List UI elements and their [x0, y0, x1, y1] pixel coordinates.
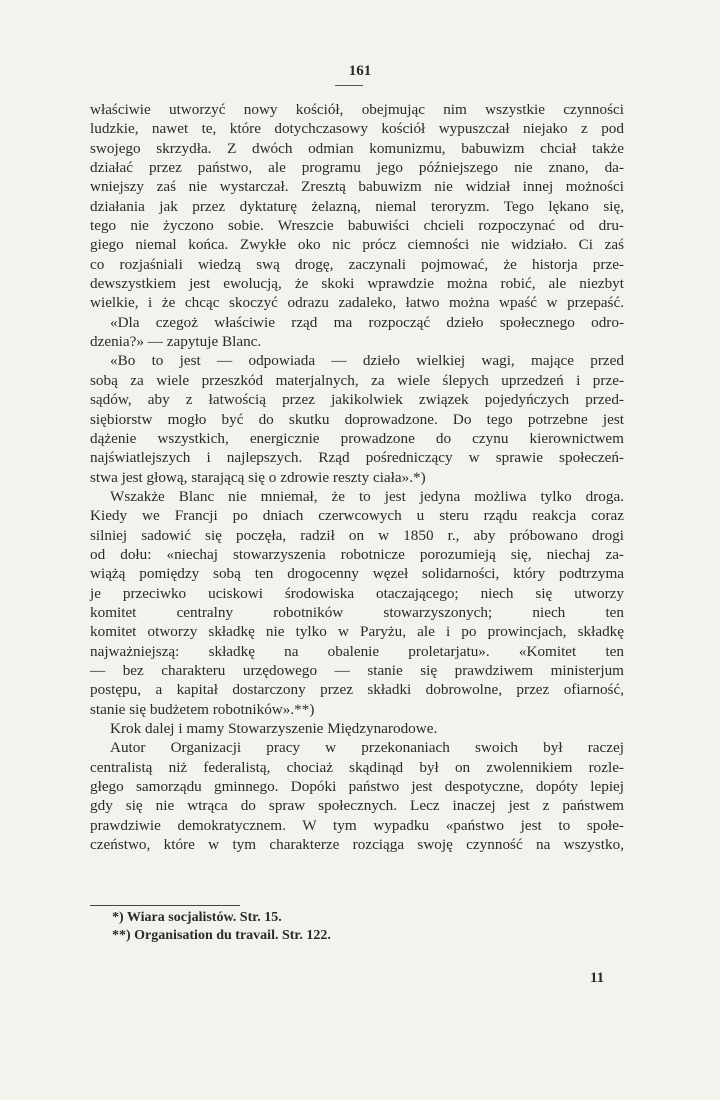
page-number-rule — [335, 85, 363, 86]
text-line: giego niemal końca. Zwykłe oko nic prócz ciemności nie widziało. Ci zaś — [90, 236, 624, 254]
text-line: swojego skrzydła. Z dwóch odmian komunizmu, babuwizm chciał także — [90, 139, 624, 157]
text-line: dewszystkiem jest ewolucją, że skoki wprawdzie można robić, ale niezbyt — [90, 275, 624, 293]
text-line: głego samorządu gminnego. Dopóki państwo jest despotyczne, dopóty lepiej — [90, 778, 624, 796]
text-line: dążenie wszystkich, energicznie prowadzone do czynu kierownictwem — [90, 429, 624, 447]
text-line: stanie się budżetem robotników».**) — [90, 700, 315, 718]
text-line: Wszakże Blanc nie mniemał, że to jest jedyna możliwa tylko droga. — [110, 487, 624, 505]
footnote: **) Organisation du travail. Str. 122. — [112, 928, 331, 943]
text-line: «Bo to jest — odpowiada — dzieło wielkiej wagi, mające przed — [110, 352, 624, 370]
text-line: ludzkie, nawet te, które dotychczasowy kościół wypuszczał niejako z pod — [90, 120, 624, 138]
text-line: — bez charakteru urzędowego — stanie się prawdziwem ministerjum — [90, 661, 624, 679]
text-line: działania jak przez dyktaturę żelazną, niemal teroryzm. Tego lękano się, — [90, 197, 624, 215]
footnote: *) Wiara socjalistów. Str. 15. — [112, 910, 282, 925]
text-line: co rozjaśniali wiedzą swą drogę, zaczynali pojmować, że historja prze- — [90, 255, 624, 273]
text-line: centralistą niż federalistą, chociaż skądinąd był on zwolennikiem rozle- — [90, 758, 624, 776]
text-line: tego nie życzono sobie. Wreszcie babuwiści chcieli rozpoczynać od dru- — [90, 217, 624, 235]
text-line: komitet otworzy składkę nie tylko w Paryżu, ale i po prowincjach, składkę — [90, 623, 624, 641]
text-line: od dołu: «niechaj stowarzyszenia robotnicze porozumieją się, niechaj za- — [90, 545, 624, 563]
footnotes — [112, 909, 331, 945]
text-line: działać przez państwo, ale programu jego późniejszego nie znano, da- — [90, 159, 624, 177]
text-line: najświatlejszych i najlepszych. Rząd pośredniczący w sprawie społeczeń- — [90, 449, 624, 467]
text-line: «Dla czegoż właściwie rząd ma rozpocząć dzieło społecznego odro- — [110, 313, 624, 331]
text-line: Kiedy we Francji po dniach czerwcowych u steru rządu reakcja coraz — [90, 507, 624, 525]
text-line: właściwie utworzyć nowy kościół, obejmując nim wszystkie czynności — [90, 101, 624, 118]
text-line: dzenia?» — zapytuje Blanc. — [90, 333, 262, 351]
text-line: Krok dalej i mamy Stowarzyszenie Międzynarodowe. — [110, 720, 438, 737]
text-line: siębiorstw mogło być do skutku doprowadzone. Do tego potrzebne jest — [90, 410, 624, 428]
text-line: wiążą pomiędzy sobą ten drogocenny węzeł solidarności, który podtrzyma — [90, 565, 624, 583]
text-line: sobą za wiele przeszkód materjalnych, za wiele ślepych uprzedzeń i prze- — [90, 371, 624, 389]
printer-signature-mark: 11 — [590, 970, 605, 986]
text-line: najważniejszą: składkę na obalenie proletarjatu». «Komitet ten — [90, 642, 624, 660]
body-text — [90, 100, 624, 854]
text-line: wniejszy zaś nie wystarczał. Zresztą babuwizm nie widział innej możności — [90, 178, 624, 196]
text-line: silniej sadowić się poczęła, radził on w 1850 r., aby próbowano drogi — [90, 526, 624, 544]
text-line: gdy się nie wtrąca do spraw społecznych. Lecz inaczej jest z państwem — [90, 797, 624, 815]
text-line: komitet centralny robotników stowarzyszonych; niech ten — [90, 603, 624, 621]
text-line: sądów, aby z łatwością przez jakikolwiek związek pojedyńczych przed- — [90, 391, 624, 409]
text-line: postępu, a kapitał dostarczony przez składki dobrowolne, przez ofiarność, — [90, 681, 624, 699]
text-line: stwa jest głową, starającą się o zdrowie reszty ciała».*) — [90, 468, 426, 486]
footnote-rule — [90, 905, 240, 906]
text-line: je przeciwko uciskowi środowiska otaczającego; niech się utworzy — [90, 584, 624, 602]
text-line: czeństwo, które w tym charakterze rozciąga swoję czynność na wszystko, — [90, 836, 624, 854]
text-line: wielkie, i że chcąc skoczyć odrazu zadaleko, łatwo można wpaść w przepaść. — [90, 294, 624, 312]
text-line: Autor Organizacji pracy w przekonaniach swoich był raczej — [110, 739, 624, 757]
page-number: 161 — [348, 63, 372, 79]
text-line: prawdziwie demokratycznem. W tym wypadku «państwo jest to społe- — [90, 816, 624, 834]
